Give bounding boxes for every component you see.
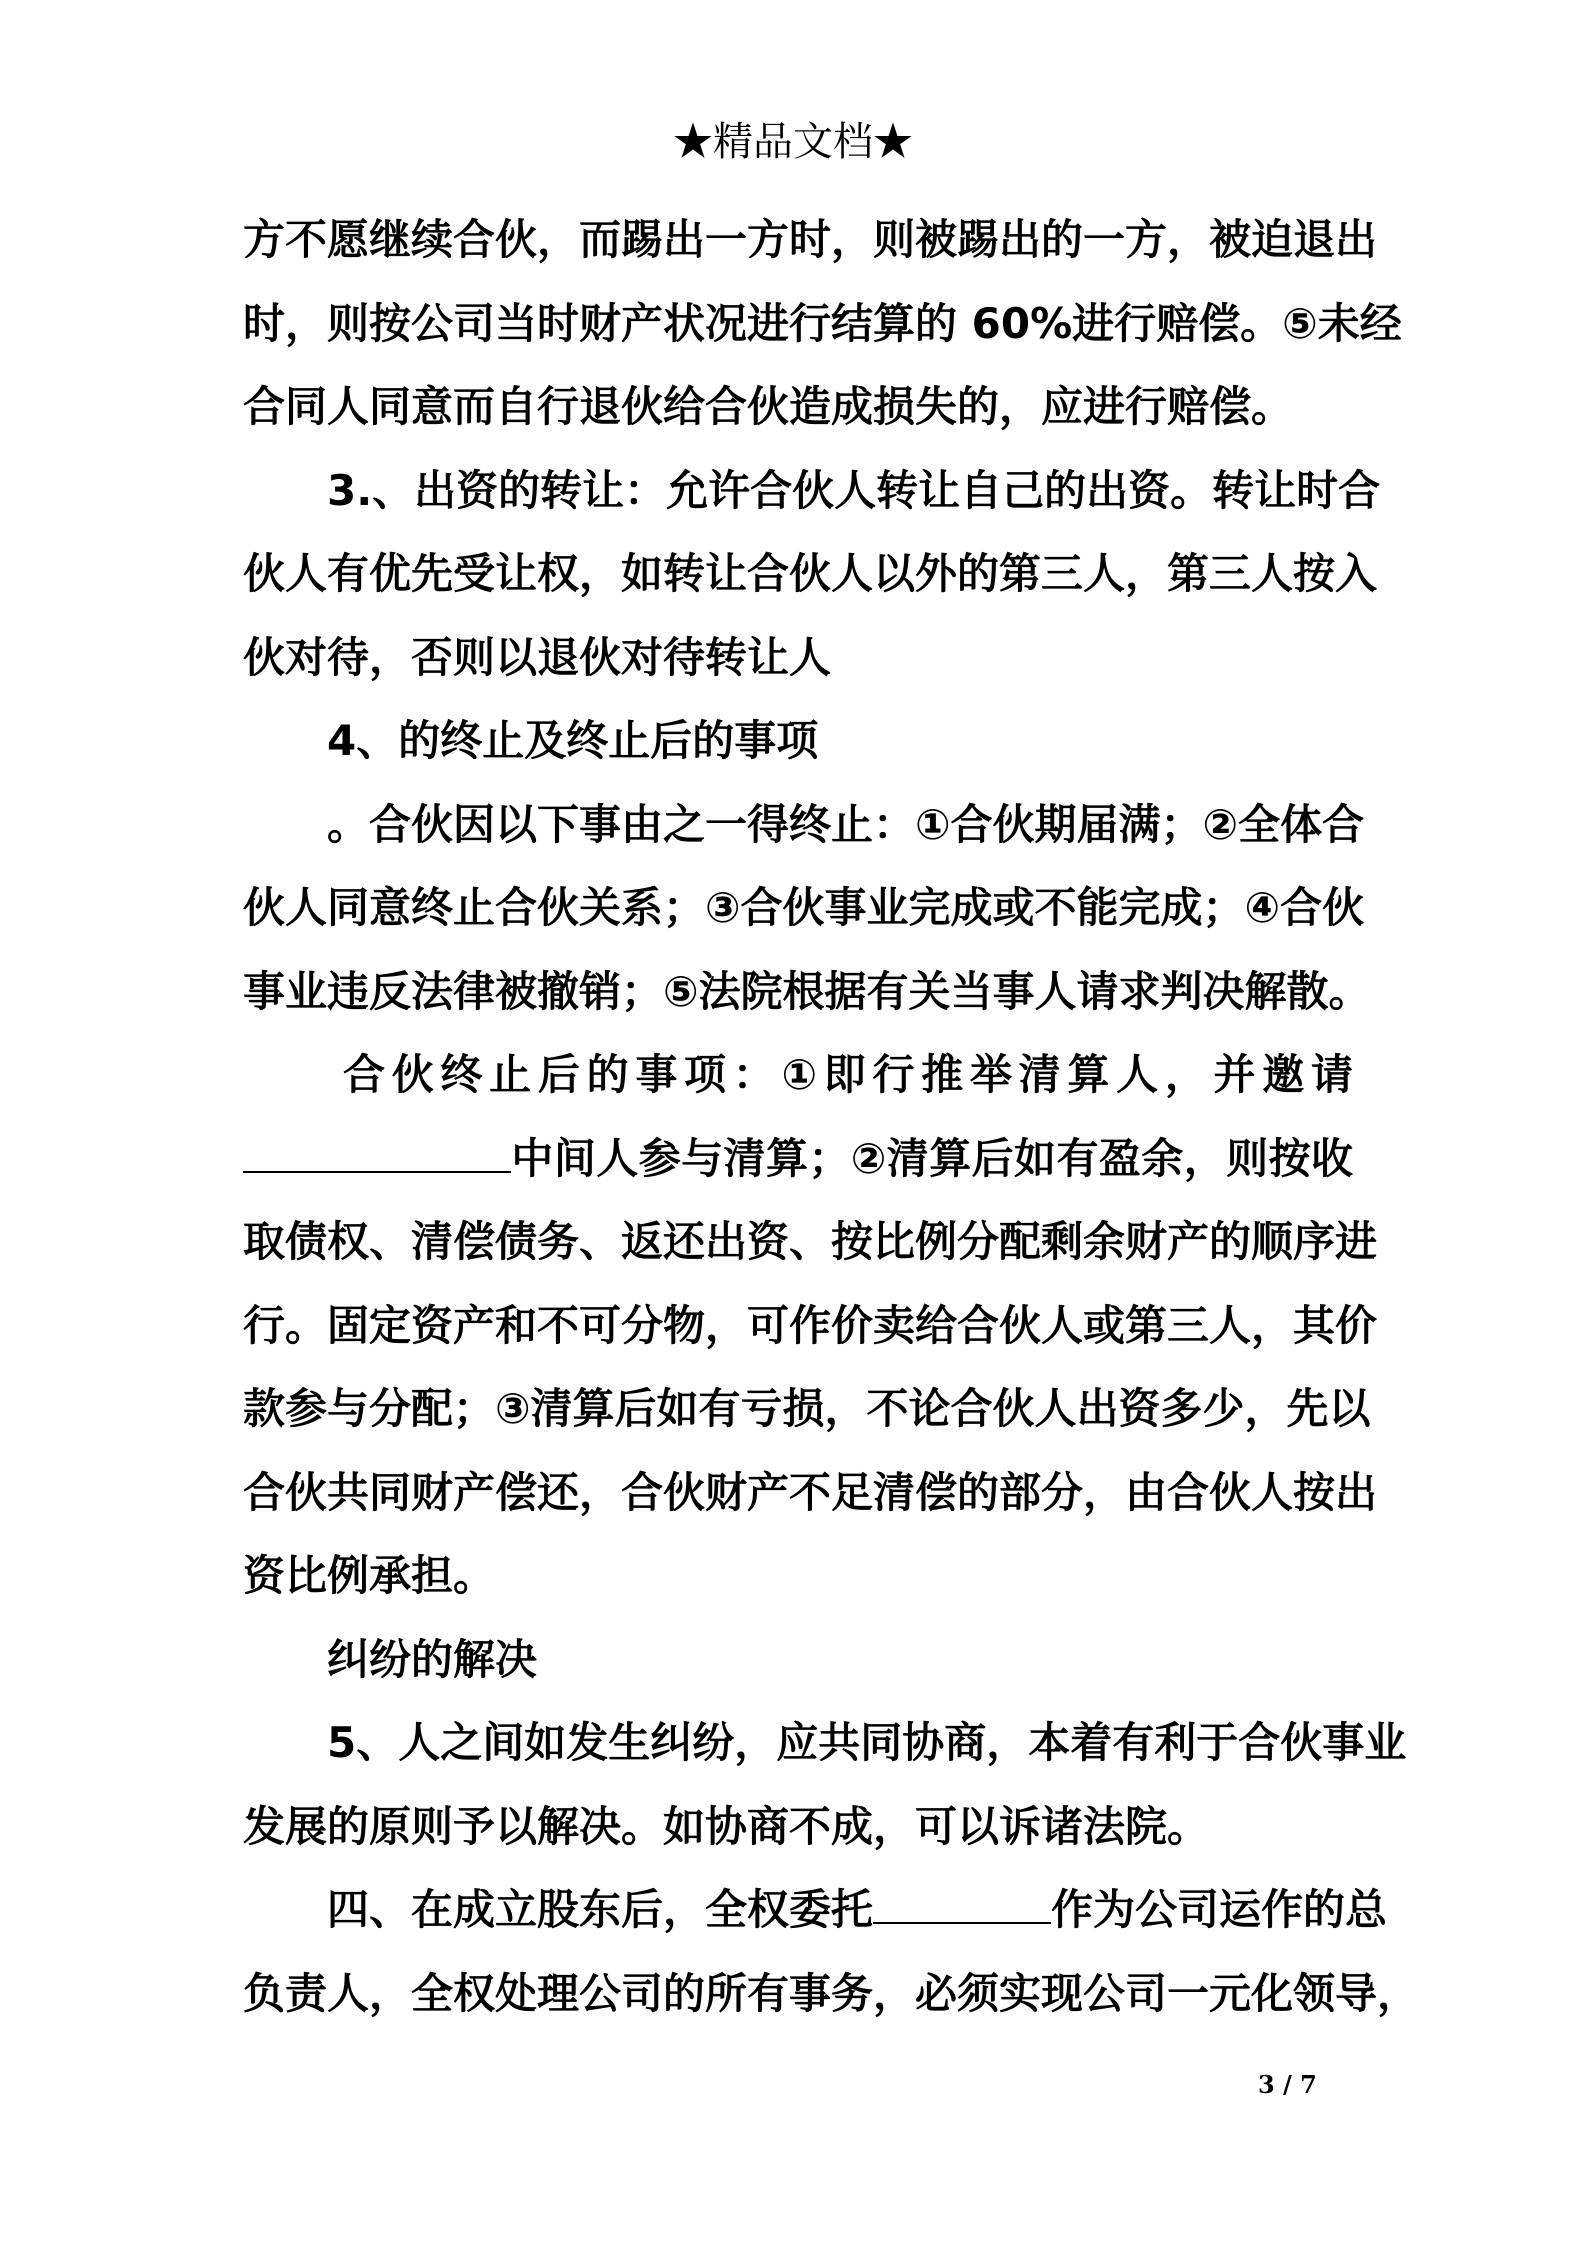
paragraph-dispute-start: 5、人之间如发生纠纷，应共同协商，本着有利于合伙事业: [327, 1718, 1407, 1767]
paragraph-four-start: [243, 1868, 1388, 1952]
fill-in-blank: [873, 1882, 1051, 1924]
body-line: 合同人同意而自行退伙给合伙造成损失的，应进行赔偿。: [243, 382, 1294, 431]
body-line: 取债权、清偿债务、返还出资、按比例分配剩余财产的顺序进: [243, 1217, 1378, 1266]
paragraph-after-termination-start: 合伙终止后的事项：①即行推举清算人，并邀请: [343, 1050, 1353, 1099]
body-line: 款参与分配；③清算后如有亏损，不论合伙人出资多少，先以: [243, 1384, 1371, 1433]
body-line: 伙人有优先受让权，如转让合伙人以外的第三人，第三人按入: [243, 549, 1378, 598]
body-line: 负责人，全权处理公司的所有事务，必须实现公司一元化领导，: [243, 1968, 1420, 2018]
section-heading-dispute: 纠纷的解决: [327, 1634, 538, 1684]
body-line: 合伙共同财产偿还，合伙财产不足清偿的部分，由合伙人按出: [243, 1467, 1378, 1517]
section-heading-termination: 4、的终止及终止后的事项: [327, 716, 819, 765]
paragraph-transfer-start: 3.、出资的转让：允许合伙人转让自己的出资。转让时合: [327, 465, 1381, 515]
body-line: 事业违反法律被撤销；⑤法院根据有关当事人请求判决解散。: [243, 966, 1371, 1016]
body-line: 资比例承担。: [243, 1551, 496, 1600]
document-body: [243, 198, 1420, 2035]
body-line: 行。固定资产和不可分物，可作价卖给合伙人或第三人，其价: [243, 1300, 1378, 1350]
body-line-with-blank: [243, 1117, 1353, 1201]
paragraph-termination-start: 。合伙因以下事由之一得终止：①合伙期届满；②全体合: [327, 799, 1365, 849]
document-header-title: ★精品文档★: [673, 119, 913, 165]
body-line: 伙对待，否则以退伙对待转让人: [243, 632, 832, 682]
body-line: 方不愿继续合伙，而踢出一方时，则被踢出的一方，被迫退出: [243, 215, 1378, 264]
body-line-text: 中间人参与清算；②清算后如有盈余，则按收: [511, 1133, 1353, 1183]
body-line: 时，则按公司当时财产状况进行结算的 60%进行赔偿。⑤未经: [243, 298, 1402, 348]
body-line-text: 作为公司运作的总: [1051, 1885, 1388, 1934]
body-line: 发展的原则予以解决。如协商不成，可以诉诸法院。: [243, 1801, 1210, 1851]
fill-in-blank: [243, 1131, 511, 1173]
body-line-text: 四、在成立股东后，全权委托: [327, 1885, 874, 1934]
body-line: 伙人同意终止合伙关系；③合伙事业完成或不能完成；④合伙: [243, 883, 1365, 932]
page-number: 3 / 7: [1258, 2070, 1317, 2099]
